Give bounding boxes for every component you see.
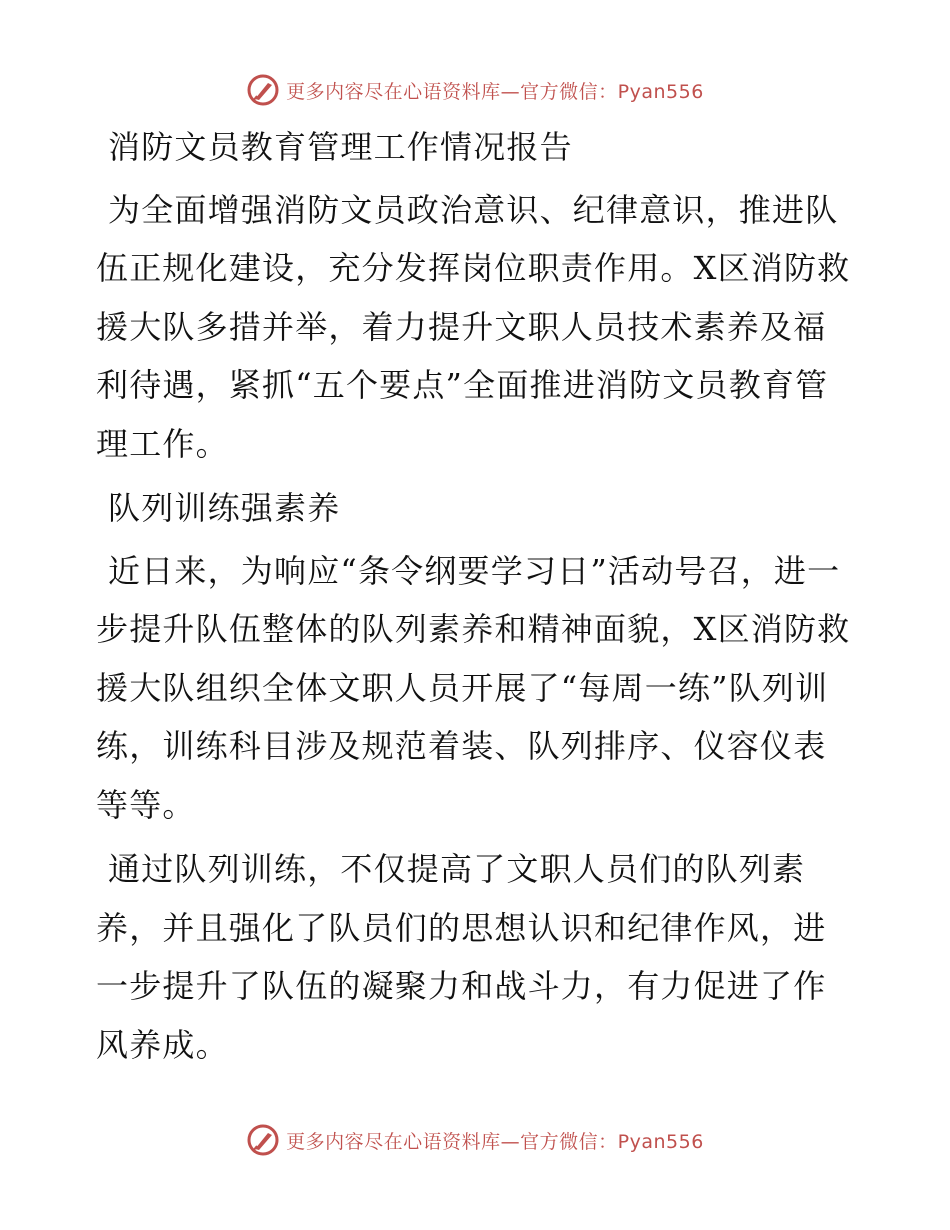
feather-pen-logo-icon (246, 73, 280, 107)
header-banner (0, 70, 950, 110)
document-body (96, 118, 856, 1080)
paragraph-training: 近日来，为响应“条令纲要学习日”活动号召，进一步提升队伍整体的队列素养和精神面貌，X区消防救援大队组织全体文职人员开展了“每周一练”队列训练，训练科目涉及规范着装、队列排序、仪容仪表等等。 (96, 551, 851, 824)
paragraph-intro: 为全面增强消防文员政治意识、纪律意识，推进队伍正规化建设，充分发挥岗位职责作用。X区消防救援大队多措并举，着力提升文职人员技术素养及福利待遇，紧抓“五个要点”全面推进消防文员教育管理工作。 (96, 190, 851, 463)
document-title: 消防文员教育管理工作情况报告 (108, 128, 573, 166)
footer-banner (0, 1120, 950, 1160)
header-banner-text: 更多内容尽在心语资料库—官方微信：Pyan556 (286, 80, 704, 103)
paragraph-results: 通过队列训练，不仅提高了文职人员们的队列素养，并且强化了队员们的思想认识和纪律作风，进一步提升了队伍的凝聚力和战斗力，有力促进了作风养成。 (96, 850, 827, 1064)
section-heading: 队列训练强素养 (108, 489, 341, 527)
feather-pen-logo-icon (246, 1123, 280, 1157)
footer-banner-text: 更多内容尽在心语资料库—官方微信：Pyan556 (286, 1130, 704, 1153)
